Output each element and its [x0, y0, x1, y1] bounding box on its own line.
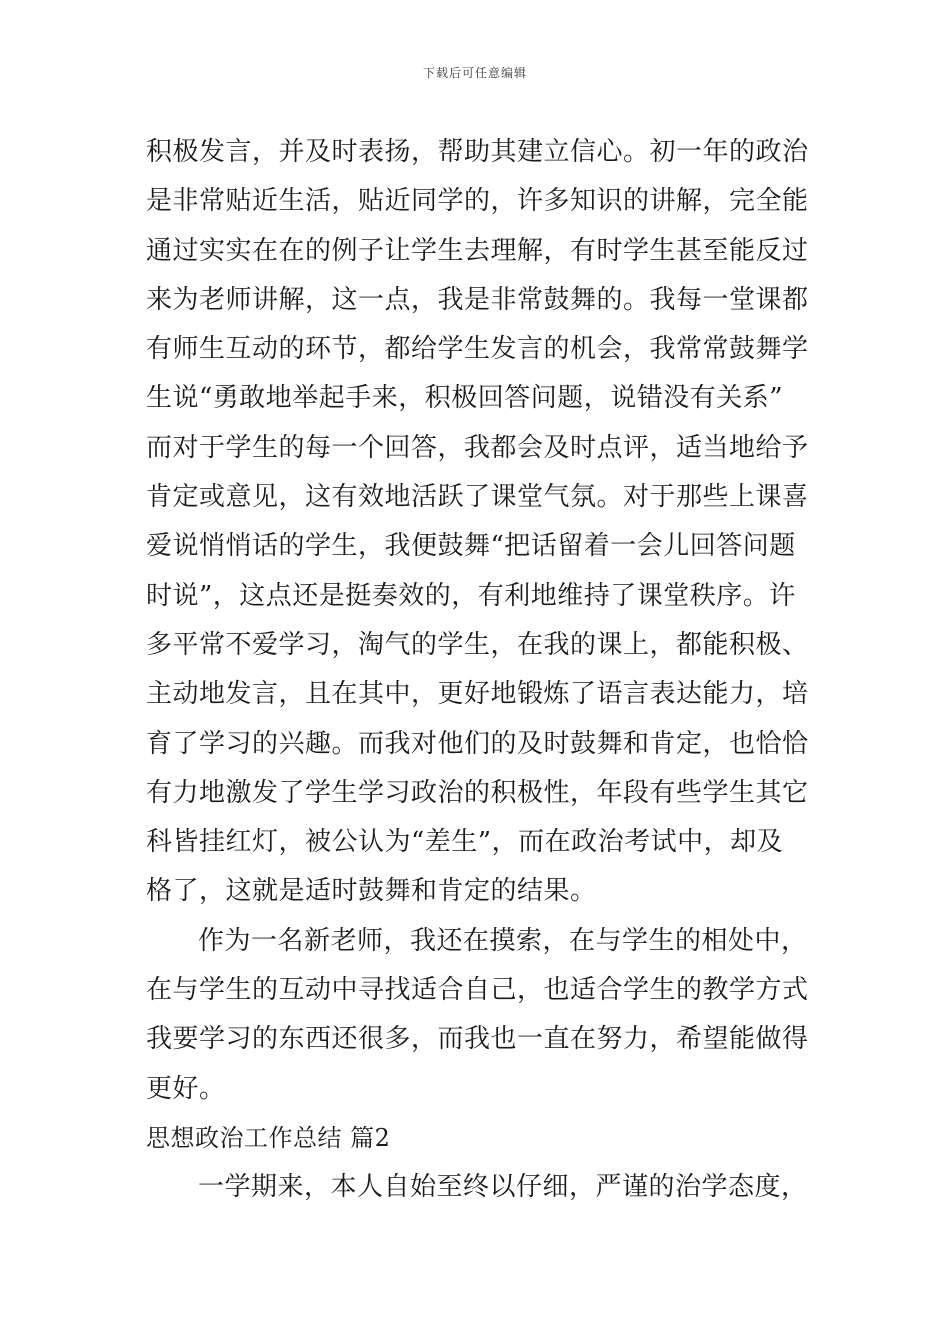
text-line: 多平常不爱学习，淘气的学生，在我的课上，都能积极、 [146, 629, 809, 660]
text-line: 在与学生的互动中寻找适合自己，也适合学生的教学方式 [146, 975, 809, 1006]
text-line: 育了学习的兴趣。而我对他们的及时鼓舞和肯定，也恰恰 [146, 728, 809, 759]
text-line: 积极发言，并及时表扬，帮助其建立信心。初一年的政治 [146, 137, 809, 167]
text-line: 来为老师讲解，这一点，我是非常鼓舞的。我每一堂课都 [146, 284, 809, 315]
text-line: 有师生互动的环节，都给学生发言的机会，我常常鼓舞学 [146, 334, 809, 365]
paragraph-start-line: 一学期来，本人自始至终以仔细，严谨的治学态度， [198, 1172, 808, 1203]
document-body [146, 128, 809, 1213]
page-header: 下载后可任意编辑 [422, 66, 527, 80]
text-line: 肯定或意见，这有效地活跃了课堂气氛。对于那些上课喜 [146, 482, 809, 513]
paragraph-start-line: 作为一名新老师，我还在摸索，在与学生的相处中， [198, 925, 808, 956]
text-line: 而对于学生的每一个回答，我都会及时点评，适当地给予 [146, 432, 809, 463]
text-line: 时说”，这点还是挺奏效的，有利地维持了课堂秩序。许 [146, 580, 796, 611]
text-line: 更好。 [146, 1073, 226, 1104]
text-line: 我要学习的东西还很多，而我也一直在努力，希望能做得 [146, 1024, 809, 1055]
text-line: 格了，这就是适时鼓舞和肯定的结果。 [146, 876, 597, 907]
text-line: 生说“勇敢地举起手来，积极回答问题，说错没有关系” [146, 383, 784, 414]
text-line: 主动地发言，且在其中，更好地锻炼了语言表达能力，培 [146, 679, 809, 710]
text-line: 爱说悄悄话的学生，我便鼓舞“把话留着一会儿回答问题 [146, 531, 796, 562]
text-line: 通过实实在在的例子让学生去理解，有时学生甚至能反过 [146, 235, 809, 266]
text-line: 科皆挂红灯，被公认为“差生”，而在政治考试中，却及 [146, 827, 784, 858]
text-line: 有力地激发了学生学习政治的积极性，年段有些学生其它 [146, 777, 809, 808]
section-heading: 思想政治工作总结 篇2 [146, 1123, 391, 1152]
text-line: 是非常贴近生活，贴近同学的，许多知识的讲解，完全能 [146, 186, 809, 217]
